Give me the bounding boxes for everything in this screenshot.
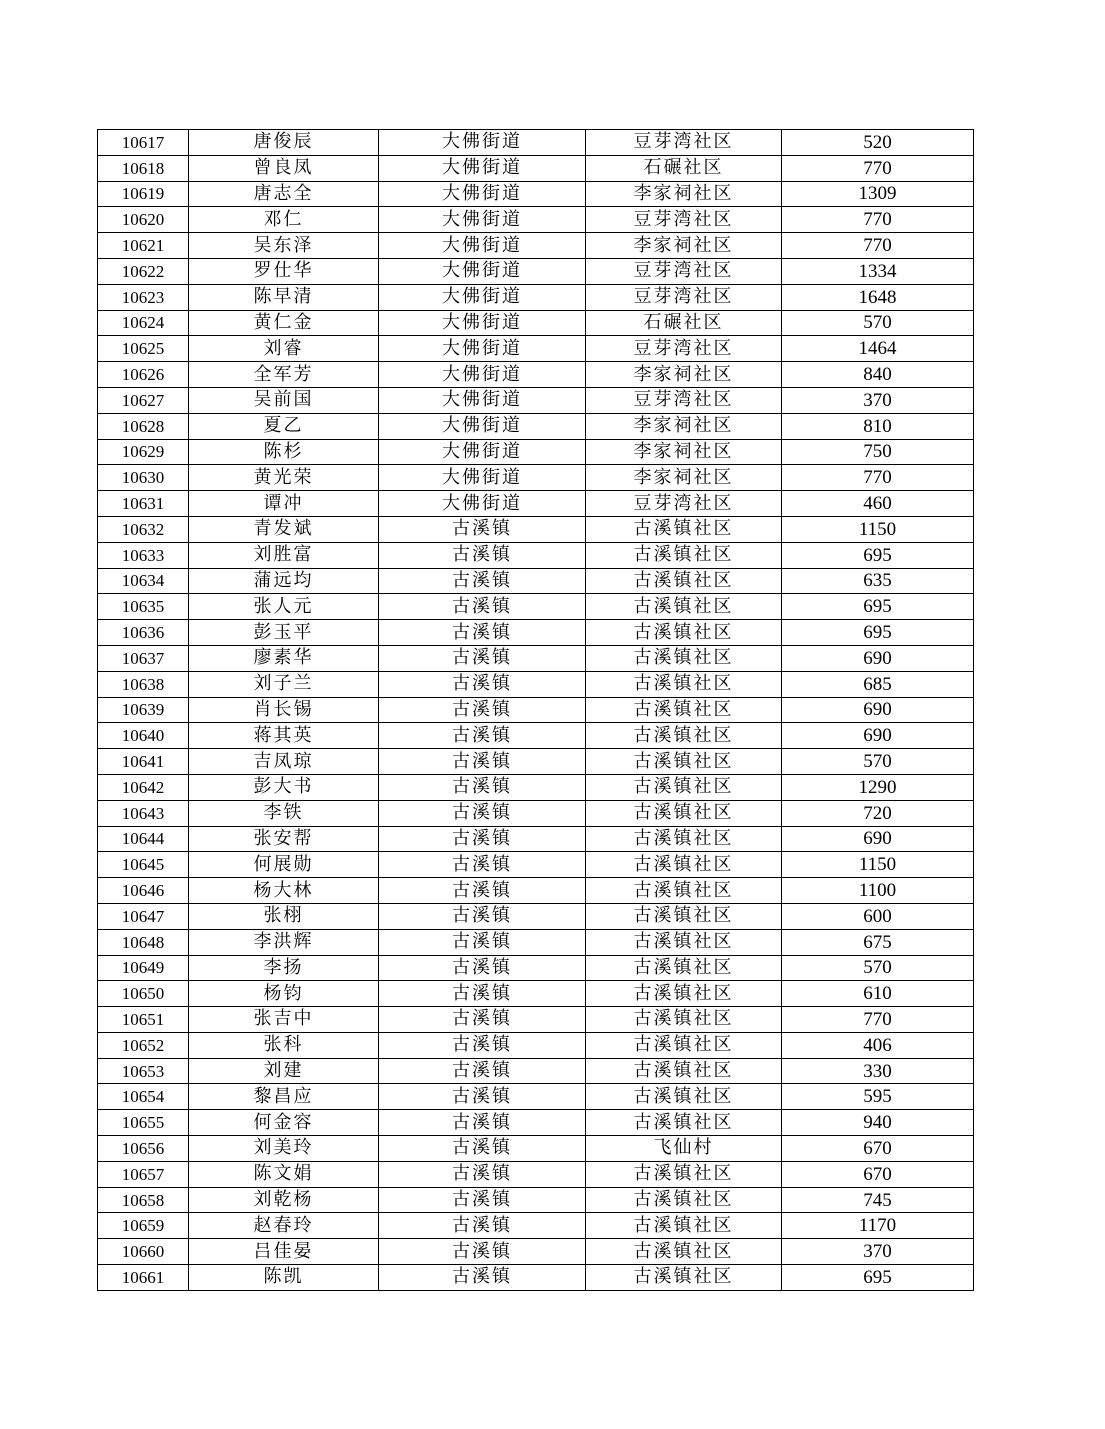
community-cell: 李家祠社区: [586, 233, 782, 259]
name-cell: 张人元: [189, 594, 379, 620]
row-id-cell: 10648: [98, 929, 189, 955]
amount-cell: 770: [782, 207, 974, 233]
street-cell: 古溪镇: [379, 1213, 586, 1239]
name-cell: 刘子兰: [189, 671, 379, 697]
table-row: [98, 697, 974, 723]
street-cell: 古溪镇: [379, 1265, 586, 1291]
name-cell: 唐俊辰: [189, 130, 379, 156]
row-id-cell: 10654: [98, 1084, 189, 1110]
table-row: [98, 981, 974, 1007]
amount-cell: 695: [782, 1265, 974, 1291]
name-cell: 黎昌应: [189, 1084, 379, 1110]
name-cell: 吴东泽: [189, 233, 379, 259]
street-cell: 大佛街道: [379, 310, 586, 336]
street-cell: 古溪镇: [379, 723, 586, 749]
amount-cell: 690: [782, 723, 974, 749]
street-cell: 大佛街道: [379, 336, 586, 362]
table-row: [98, 336, 974, 362]
table-row: [98, 1058, 974, 1084]
table-row: [98, 155, 974, 181]
street-cell: 大佛街道: [379, 130, 586, 156]
community-cell: 古溪镇社区: [586, 826, 782, 852]
amount-cell: 600: [782, 903, 974, 929]
community-cell: 古溪镇社区: [586, 1161, 782, 1187]
row-id-cell: 10652: [98, 1032, 189, 1058]
name-cell: 李洪辉: [189, 929, 379, 955]
amount-cell: 1464: [782, 336, 974, 362]
name-cell: 吴前国: [189, 387, 379, 413]
table-row: [98, 620, 974, 646]
amount-cell: 695: [782, 542, 974, 568]
amount-cell: 1334: [782, 258, 974, 284]
amount-cell: 570: [782, 955, 974, 981]
row-id-cell: 10661: [98, 1265, 189, 1291]
roster-table: [97, 129, 974, 1291]
name-cell: 张吉中: [189, 1007, 379, 1033]
name-cell: 陈凯: [189, 1265, 379, 1291]
table-row: [98, 439, 974, 465]
community-cell: 古溪镇社区: [586, 1007, 782, 1033]
name-cell: 廖素华: [189, 645, 379, 671]
community-cell: 古溪镇社区: [586, 800, 782, 826]
community-cell: 豆芽湾社区: [586, 491, 782, 517]
amount-cell: 770: [782, 233, 974, 259]
name-cell: 张栩: [189, 903, 379, 929]
table-row: [98, 310, 974, 336]
name-cell: 全军芳: [189, 362, 379, 388]
amount-cell: 695: [782, 620, 974, 646]
name-cell: 夏乙: [189, 413, 379, 439]
street-cell: 古溪镇: [379, 852, 586, 878]
amount-cell: 690: [782, 826, 974, 852]
amount-cell: 840: [782, 362, 974, 388]
name-cell: 曾良凤: [189, 155, 379, 181]
amount-cell: 610: [782, 981, 974, 1007]
amount-cell: 810: [782, 413, 974, 439]
name-cell: 谭冲: [189, 491, 379, 517]
street-cell: 古溪镇: [379, 620, 586, 646]
table-row: [98, 542, 974, 568]
community-cell: 豆芽湾社区: [586, 130, 782, 156]
row-id-cell: 10619: [98, 181, 189, 207]
community-cell: 古溪镇社区: [586, 542, 782, 568]
street-cell: 古溪镇: [379, 1136, 586, 1162]
name-cell: 彭玉平: [189, 620, 379, 646]
community-cell: 飞仙村: [586, 1136, 782, 1162]
community-cell: 古溪镇社区: [586, 723, 782, 749]
amount-cell: 1648: [782, 284, 974, 310]
amount-cell: 520: [782, 130, 974, 156]
street-cell: 古溪镇: [379, 929, 586, 955]
street-cell: 古溪镇: [379, 903, 586, 929]
table-row: [98, 491, 974, 517]
community-cell: 古溪镇社区: [586, 903, 782, 929]
table-row: [98, 465, 974, 491]
street-cell: 古溪镇: [379, 1110, 586, 1136]
amount-cell: 690: [782, 697, 974, 723]
community-cell: 古溪镇社区: [586, 1058, 782, 1084]
row-id-cell: 10626: [98, 362, 189, 388]
table-row: [98, 130, 974, 156]
row-id-cell: 10627: [98, 387, 189, 413]
community-cell: 古溪镇社区: [586, 749, 782, 775]
community-cell: 石碾社区: [586, 155, 782, 181]
street-cell: 古溪镇: [379, 594, 586, 620]
row-id-cell: 10628: [98, 413, 189, 439]
street-cell: 大佛街道: [379, 233, 586, 259]
street-cell: 古溪镇: [379, 826, 586, 852]
name-cell: 黄仁金: [189, 310, 379, 336]
amount-cell: 940: [782, 1110, 974, 1136]
name-cell: 陈文娟: [189, 1161, 379, 1187]
community-cell: 古溪镇社区: [586, 1265, 782, 1291]
table-row: [98, 233, 974, 259]
name-cell: 黄光荣: [189, 465, 379, 491]
amount-cell: 685: [782, 671, 974, 697]
amount-cell: 570: [782, 749, 974, 775]
amount-cell: 1290: [782, 774, 974, 800]
row-id-cell: 10618: [98, 155, 189, 181]
street-cell: 大佛街道: [379, 491, 586, 517]
row-id-cell: 10624: [98, 310, 189, 336]
row-id-cell: 10637: [98, 645, 189, 671]
community-cell: 古溪镇社区: [586, 1084, 782, 1110]
community-cell: 豆芽湾社区: [586, 207, 782, 233]
name-cell: 何展勋: [189, 852, 379, 878]
name-cell: 何金容: [189, 1110, 379, 1136]
name-cell: 陈杉: [189, 439, 379, 465]
community-cell: 古溪镇社区: [586, 1032, 782, 1058]
community-cell: 古溪镇社区: [586, 645, 782, 671]
row-id-cell: 10617: [98, 130, 189, 156]
street-cell: 古溪镇: [379, 542, 586, 568]
community-cell: 豆芽湾社区: [586, 336, 782, 362]
table-row: [98, 774, 974, 800]
table-row: [98, 929, 974, 955]
street-cell: 大佛街道: [379, 207, 586, 233]
row-id-cell: 10660: [98, 1239, 189, 1265]
street-cell: 大佛街道: [379, 465, 586, 491]
community-cell: 石碾社区: [586, 310, 782, 336]
community-cell: 古溪镇社区: [586, 671, 782, 697]
community-cell: 古溪镇社区: [586, 929, 782, 955]
amount-cell: 570: [782, 310, 974, 336]
street-cell: 古溪镇: [379, 1058, 586, 1084]
name-cell: 刘建: [189, 1058, 379, 1084]
street-cell: 大佛街道: [379, 155, 586, 181]
street-cell: 大佛街道: [379, 284, 586, 310]
street-cell: 古溪镇: [379, 568, 586, 594]
street-cell: 古溪镇: [379, 774, 586, 800]
row-id-cell: 10655: [98, 1110, 189, 1136]
name-cell: 肖长锡: [189, 697, 379, 723]
row-id-cell: 10632: [98, 516, 189, 542]
street-cell: 大佛街道: [379, 387, 586, 413]
amount-cell: 460: [782, 491, 974, 517]
row-id-cell: 10647: [98, 903, 189, 929]
amount-cell: 720: [782, 800, 974, 826]
table-row: [98, 723, 974, 749]
table-row: [98, 1032, 974, 1058]
community-cell: 古溪镇社区: [586, 852, 782, 878]
name-cell: 刘美玲: [189, 1136, 379, 1162]
amount-cell: 406: [782, 1032, 974, 1058]
street-cell: 古溪镇: [379, 981, 586, 1007]
amount-cell: 745: [782, 1187, 974, 1213]
table-row: [98, 645, 974, 671]
table-row: [98, 284, 974, 310]
row-id-cell: 10644: [98, 826, 189, 852]
name-cell: 罗仕华: [189, 258, 379, 284]
row-id-cell: 10649: [98, 955, 189, 981]
table-row: [98, 594, 974, 620]
amount-cell: 370: [782, 1239, 974, 1265]
name-cell: 吕佳晏: [189, 1239, 379, 1265]
row-id-cell: 10653: [98, 1058, 189, 1084]
community-cell: 古溪镇社区: [586, 1187, 782, 1213]
street-cell: 大佛街道: [379, 362, 586, 388]
table-row: [98, 955, 974, 981]
table-row: [98, 1161, 974, 1187]
roster-table-body: [98, 130, 974, 1291]
street-cell: 古溪镇: [379, 671, 586, 697]
row-id-cell: 10638: [98, 671, 189, 697]
name-cell: 张安帮: [189, 826, 379, 852]
table-row: [98, 1239, 974, 1265]
street-cell: 古溪镇: [379, 1007, 586, 1033]
row-id-cell: 10623: [98, 284, 189, 310]
community-cell: 古溪镇社区: [586, 516, 782, 542]
community-cell: 李家祠社区: [586, 362, 782, 388]
table-row: [98, 362, 974, 388]
table-row: [98, 568, 974, 594]
table-row: [98, 671, 974, 697]
table-row: [98, 1110, 974, 1136]
amount-cell: 670: [782, 1161, 974, 1187]
name-cell: 杨大林: [189, 878, 379, 904]
street-cell: 古溪镇: [379, 800, 586, 826]
row-id-cell: 10656: [98, 1136, 189, 1162]
table-row: [98, 258, 974, 284]
row-id-cell: 10657: [98, 1161, 189, 1187]
row-id-cell: 10631: [98, 491, 189, 517]
row-id-cell: 10645: [98, 852, 189, 878]
row-id-cell: 10636: [98, 620, 189, 646]
table-row: [98, 387, 974, 413]
table-row: [98, 181, 974, 207]
amount-cell: 1170: [782, 1213, 974, 1239]
row-id-cell: 10630: [98, 465, 189, 491]
name-cell: 张科: [189, 1032, 379, 1058]
community-cell: 李家祠社区: [586, 413, 782, 439]
table-row: [98, 903, 974, 929]
community-cell: 古溪镇社区: [586, 955, 782, 981]
name-cell: 唐志全: [189, 181, 379, 207]
street-cell: 古溪镇: [379, 645, 586, 671]
table-row: [98, 749, 974, 775]
row-id-cell: 10642: [98, 774, 189, 800]
street-cell: 古溪镇: [379, 1239, 586, 1265]
row-id-cell: 10625: [98, 336, 189, 362]
table-row: [98, 516, 974, 542]
row-id-cell: 10622: [98, 258, 189, 284]
community-cell: 古溪镇社区: [586, 568, 782, 594]
street-cell: 大佛街道: [379, 413, 586, 439]
street-cell: 大佛街道: [379, 258, 586, 284]
row-id-cell: 10621: [98, 233, 189, 259]
row-id-cell: 10629: [98, 439, 189, 465]
community-cell: 古溪镇社区: [586, 1213, 782, 1239]
amount-cell: 330: [782, 1058, 974, 1084]
street-cell: 古溪镇: [379, 697, 586, 723]
name-cell: 陈早清: [189, 284, 379, 310]
street-cell: 古溪镇: [379, 955, 586, 981]
name-cell: 彭大书: [189, 774, 379, 800]
street-cell: 古溪镇: [379, 1084, 586, 1110]
row-id-cell: 10651: [98, 1007, 189, 1033]
amount-cell: 770: [782, 465, 974, 491]
row-id-cell: 10643: [98, 800, 189, 826]
table-row: [98, 1213, 974, 1239]
amount-cell: 695: [782, 594, 974, 620]
row-id-cell: 10633: [98, 542, 189, 568]
community-cell: 李家祠社区: [586, 181, 782, 207]
community-cell: 古溪镇社区: [586, 1239, 782, 1265]
table-row: [98, 413, 974, 439]
row-id-cell: 10646: [98, 878, 189, 904]
name-cell: 刘睿: [189, 336, 379, 362]
street-cell: 古溪镇: [379, 749, 586, 775]
name-cell: 刘胜富: [189, 542, 379, 568]
community-cell: 豆芽湾社区: [586, 387, 782, 413]
amount-cell: 1150: [782, 852, 974, 878]
table-row: [98, 826, 974, 852]
street-cell: 古溪镇: [379, 1032, 586, 1058]
community-cell: 豆芽湾社区: [586, 258, 782, 284]
table-row: [98, 852, 974, 878]
table-row: [98, 1084, 974, 1110]
street-cell: 古溪镇: [379, 516, 586, 542]
table-row: [98, 1187, 974, 1213]
table-row: [98, 1007, 974, 1033]
table-row: [98, 800, 974, 826]
amount-cell: 595: [782, 1084, 974, 1110]
community-cell: 豆芽湾社区: [586, 284, 782, 310]
community-cell: 古溪镇社区: [586, 620, 782, 646]
row-id-cell: 10634: [98, 568, 189, 594]
street-cell: 大佛街道: [379, 181, 586, 207]
amount-cell: 1100: [782, 878, 974, 904]
street-cell: 古溪镇: [379, 1161, 586, 1187]
amount-cell: 675: [782, 929, 974, 955]
amount-cell: 690: [782, 645, 974, 671]
name-cell: 邓仁: [189, 207, 379, 233]
street-cell: 古溪镇: [379, 878, 586, 904]
community-cell: 古溪镇社区: [586, 981, 782, 1007]
row-id-cell: 10658: [98, 1187, 189, 1213]
street-cell: 大佛街道: [379, 439, 586, 465]
community-cell: 李家祠社区: [586, 465, 782, 491]
amount-cell: 370: [782, 387, 974, 413]
street-cell: 古溪镇: [379, 1187, 586, 1213]
name-cell: 刘乾杨: [189, 1187, 379, 1213]
name-cell: 杨钧: [189, 981, 379, 1007]
row-id-cell: 10650: [98, 981, 189, 1007]
amount-cell: 770: [782, 1007, 974, 1033]
amount-cell: 635: [782, 568, 974, 594]
name-cell: 蒋其英: [189, 723, 379, 749]
row-id-cell: 10659: [98, 1213, 189, 1239]
community-cell: 李家祠社区: [586, 439, 782, 465]
table-row: [98, 878, 974, 904]
amount-cell: 670: [782, 1136, 974, 1162]
row-id-cell: 10639: [98, 697, 189, 723]
name-cell: 赵春玲: [189, 1213, 379, 1239]
amount-cell: 770: [782, 155, 974, 181]
amount-cell: 1150: [782, 516, 974, 542]
row-id-cell: 10635: [98, 594, 189, 620]
row-id-cell: 10620: [98, 207, 189, 233]
community-cell: 古溪镇社区: [586, 878, 782, 904]
community-cell: 古溪镇社区: [586, 774, 782, 800]
community-cell: 古溪镇社区: [586, 1110, 782, 1136]
name-cell: 青发斌: [189, 516, 379, 542]
amount-cell: 750: [782, 439, 974, 465]
name-cell: 李扬: [189, 955, 379, 981]
table-row: [98, 1265, 974, 1291]
amount-cell: 1309: [782, 181, 974, 207]
table-row: [98, 207, 974, 233]
community-cell: 古溪镇社区: [586, 594, 782, 620]
community-cell: 古溪镇社区: [586, 697, 782, 723]
name-cell: 吉凤琼: [189, 749, 379, 775]
row-id-cell: 10640: [98, 723, 189, 749]
row-id-cell: 10641: [98, 749, 189, 775]
name-cell: 蒲远均: [189, 568, 379, 594]
table-row: [98, 1136, 974, 1162]
name-cell: 李铁: [189, 800, 379, 826]
